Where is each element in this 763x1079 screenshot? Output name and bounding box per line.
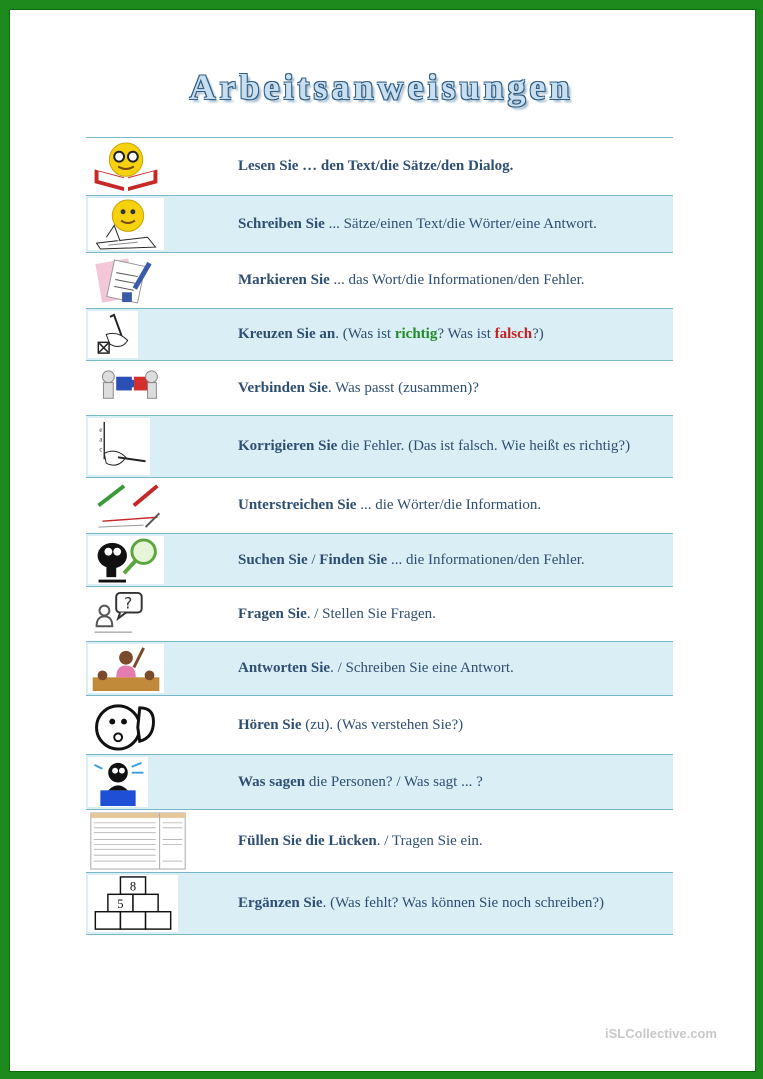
table-row [86,137,673,195]
puzzle-connect-icon [88,363,164,413]
row-text: Schreiben Sie ... Sätze/einen Text/die Wörter/eine Antwort. [238,215,597,232]
correcting-pen-icon [88,418,150,475]
row-text: Hören Sie (zu). (Was verstehen Sie?) [238,716,464,733]
page-title: Arbeitsanweisungen [189,67,574,107]
answering-student-icon [88,644,164,693]
checkbox-cross-icon [88,311,138,358]
svg-text:c: c [99,446,103,454]
table-row [86,477,673,533]
speaking-figure-icon [88,757,148,807]
table-row [86,252,673,308]
question-person-icon [88,589,164,639]
table-row [86,872,673,935]
number-pyramid-icon [88,875,178,932]
row-text: Unterstreichen Sie ... die Wörter/die Information. [238,497,542,513]
table-row [86,308,673,360]
table-row [86,360,673,415]
listening-face-icon [88,698,164,752]
table-row [86,754,673,809]
table-row [86,533,673,586]
svg-text:a: a [99,436,103,444]
row-text: Lesen Sie … den Text/die Sätze/den Dialog. [238,158,514,174]
row-text: Füllen Sie die Lücken. / Tragen Sie ein. [238,832,483,849]
instruction-table [86,137,673,935]
marking-papers-icon [88,255,164,306]
pencils-underline-icon [88,480,164,531]
svg-text:?: ? [124,593,133,613]
writing-smiley-icon [88,198,164,250]
table-row [86,586,673,641]
magnifier-search-icon [88,536,164,584]
fill-gaps-worksheet-icon [88,812,188,870]
row-text: Was sagen die Personen? / Was sagt ... ? [238,773,483,790]
table-row [86,415,673,477]
row-text: Antworten Sie. / Schreiben Sie eine Antwort. [238,660,514,676]
table-row [86,695,673,754]
watermark: iSLCollective.com [605,1026,717,1041]
row-text: Verbinden Sie. Was passt (zusammen)? [238,379,479,396]
row-text: Korrigieren Sie die Fehler. (Das ist falsch. Wie heißt es richtig?) [238,438,631,454]
row-text: Ergänzen Sie. (Was fehlt? Was können Sie noch schreiben?) [238,895,604,911]
table-row [86,641,673,695]
svg-text:e: e [99,426,103,434]
table-row [86,809,673,872]
row-text: Suchen Sie / Finden Sie ... die Informationen/den Fehler. [238,551,585,568]
table-row [86,195,673,252]
reading-smiley-icon [88,140,164,193]
row-text: Markieren Sie ... das Wort/die Informationen/den Fehler. [238,272,585,288]
row-text: Kreuzen Sie an. (Was ist richtig? Was ist falsch?) [238,326,544,342]
row-text: Fragen Sie. / Stellen Sie Fragen. [238,605,436,622]
pyramid-middle-value: 5 [117,896,124,911]
pyramid-top-value: 8 [129,879,137,894]
